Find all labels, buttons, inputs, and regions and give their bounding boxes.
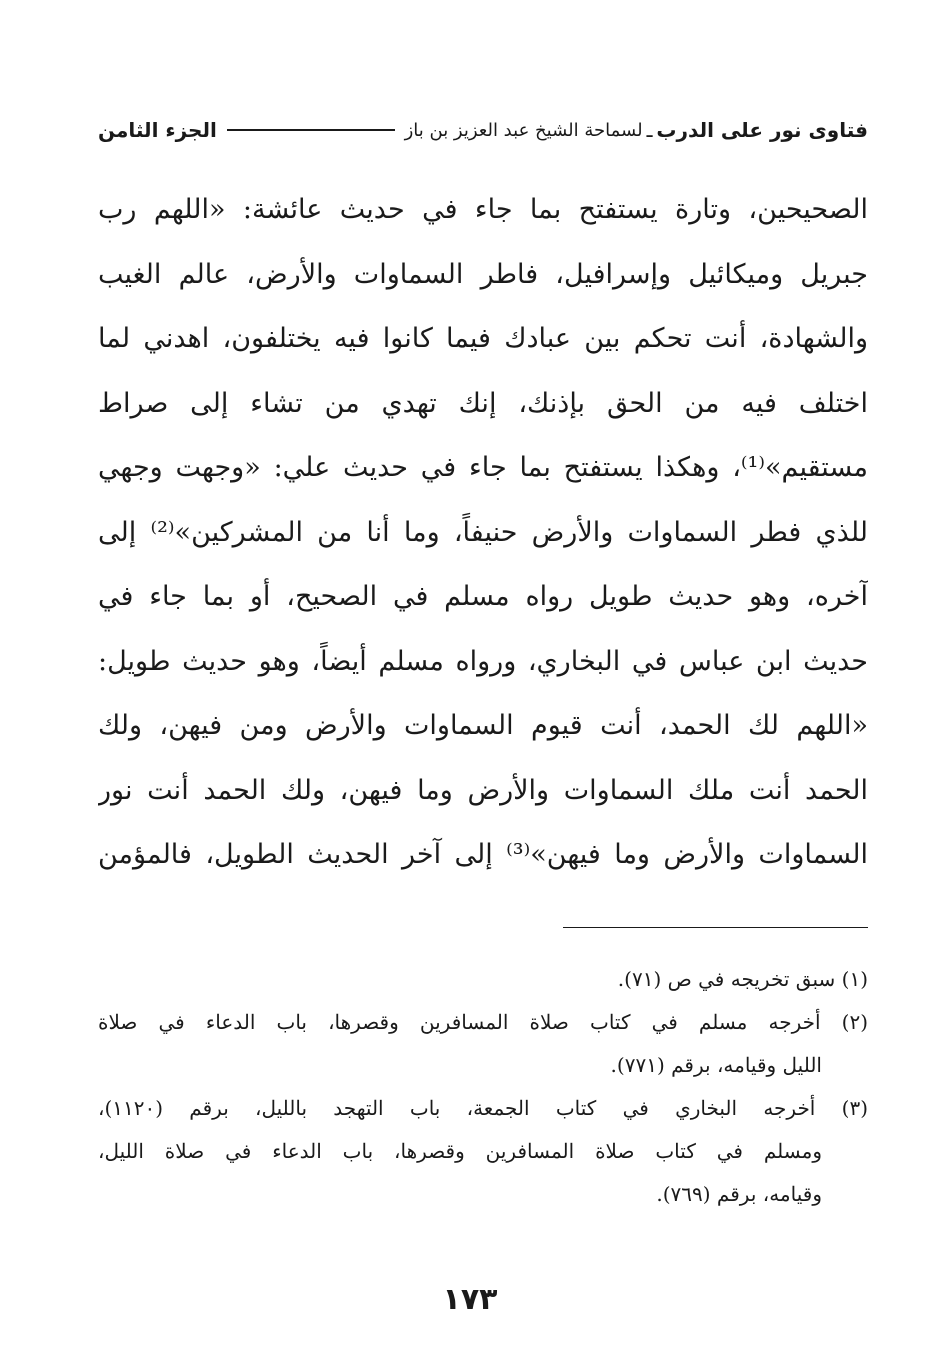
volume-part: الجزء الثامن: [98, 118, 217, 142]
header-rule: [227, 129, 395, 131]
text-line: مستقيم»⁽¹⁾، وهكذا يستفتح بما جاء في حديث علي: «وجهت وجهي: [98, 452, 868, 483]
book-title: فتاوى نور على الدرب: [656, 118, 868, 142]
footnote-2-continuation: الليل وقيامه، برقم (٧٧١).: [610, 1053, 822, 1077]
footnote-divider: [563, 927, 868, 928]
text-line: جبريل وميكائيل وإسرافيل، فاطر السماوات والأرض، عالم الغيب: [98, 258, 868, 290]
footnote-3: (٣) أخرجه البخاري في كتاب الجمعة، باب التهجد بالليل، برقم (١١٢٠)،: [98, 1096, 868, 1120]
footnote-3-continuation: وقيامه، برقم (٧٦٩).: [656, 1182, 822, 1206]
text-line: آخره، وهو حديث طويل رواه مسلم في الصحيح، أو بما جاء في: [98, 581, 868, 612]
author-name: لسماحة الشيخ عبد العزيز بن باز: [404, 119, 643, 141]
text-line: للذي فطر السماوات والأرض حنيفاً، وما أنا من المشركين»⁽²⁾ إلى: [98, 516, 868, 548]
footnote-2: (٢) أخرجه مسلم في كتاب صلاة المسافرين وقصرها، باب الدعاء في صلاة: [98, 1010, 868, 1034]
text-line: السماوات والأرض وما فيهن»⁽³⁾ إلى آخر الحديث الطويل، فالمؤمن: [98, 839, 868, 870]
header-separator: ـ: [646, 118, 653, 142]
main-text: [98, 178, 868, 888]
footnotes: [98, 958, 868, 1216]
text-line: الحمد أنت ملك السماوات والأرض وما فيهن، ولك الحمد أنت نور: [98, 774, 868, 806]
page-number: ١٧٣: [442, 1282, 498, 1317]
running-header: [98, 108, 868, 152]
text-line: والشهادة، أنت تحكم بين عبادك فيما كانوا فيه يختلفون، اهدني لما: [98, 323, 868, 354]
text-line: الصحيحين، وتارة يستفتح بما جاء في حديث عائشة: «اللهم رب: [98, 194, 868, 225]
footnote-3-continuation: ومسلم في كتاب صلاة المسافرين وقصرها، باب الدعاء في صلاة الليل،: [98, 1139, 822, 1163]
footnote-1: (١) سبق تخريجه في ص (٧١).: [617, 967, 868, 991]
text-line: حديث ابن عباس في البخاري، ورواه مسلم أيضاً، وهو حديث طويل:: [98, 645, 868, 677]
text-line: «اللهم لك الحمد، أنت قيوم السماوات والأرض ومن فيهن، ولك: [98, 710, 868, 741]
text-line: اختلف فيه من الحق بإذنك، إنك تهدي من تشاء إلى صراط: [98, 387, 868, 419]
